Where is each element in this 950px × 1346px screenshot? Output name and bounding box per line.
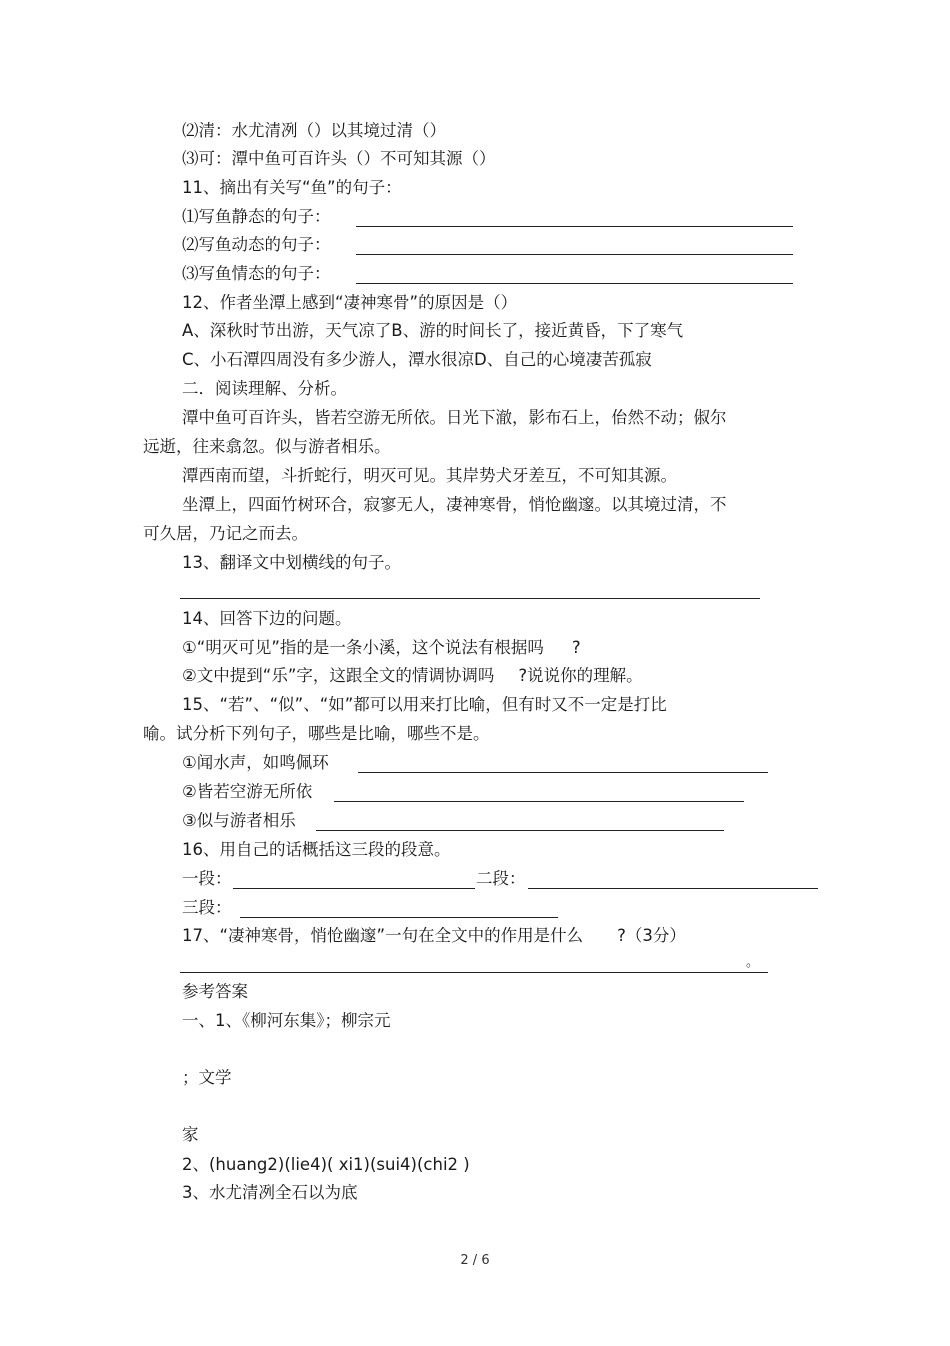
answer-2: 2、(huang2)(lie4)( xi1)(sui4)(chi2 ): [182, 1155, 470, 1174]
question-13: 13、翻译文中划横线的句子。: [182, 553, 401, 572]
answer-blank: [233, 888, 475, 889]
question-12-options-ab: A、深秋时节出游，天气凉了B、游的时间长了，接近黄昏，下了寒气: [182, 321, 684, 340]
question-10-3: ⑶可：潭中鱼可百许头（）不可知其源（）: [182, 149, 496, 168]
question-14: 14、回答下边的问题。: [182, 609, 352, 628]
question-16: 16、用自己的话概括这三段的段意。: [182, 840, 451, 859]
question-16-1-label: 一段：: [182, 869, 232, 888]
question-15-2: ②皆若空游无所依: [182, 782, 313, 801]
answer-blank: [316, 830, 724, 831]
section-2-heading: 二．阅读理解、分析。: [182, 379, 347, 398]
answer-blank: [180, 598, 760, 599]
question-16-3-label: 三段：: [182, 898, 232, 917]
passage-paragraph-2: 潭西南而望，斗折蛇行，明灭可见。其岸势犬牙差互，不可知其源。: [182, 466, 677, 485]
question-17-text: 17、“凄神寒骨，悄怆幽邃”一句在全文中的作用是什么: [182, 926, 584, 945]
passage-paragraph-3-cont: 可久居，乃记之而去。: [143, 524, 308, 543]
question-17-score: ?（3分）: [617, 926, 686, 945]
question-10-2: ⑵清：水尤清冽（）以其境过清（）: [182, 121, 446, 140]
answer-blank: [358, 772, 768, 773]
question-11: 11、摘出有关写“鱼”的句子：: [182, 178, 402, 197]
question-mark: ?: [571, 638, 581, 657]
question-16-2-label: 二段：: [476, 869, 526, 888]
answer-key-title: 参考答案: [182, 982, 248, 1001]
answer-blank: [240, 917, 558, 918]
question-14-2: [182, 665, 643, 687]
question-14-1: [182, 637, 581, 659]
passage-paragraph-3: 坐潭上，四面竹树环合，寂寥无人，凄神寒骨，悄怆幽邃。以其境过清，不: [182, 495, 727, 514]
question-11-2: ⑵写鱼动态的句子：: [182, 235, 331, 254]
answer-1-cont-2: 家: [182, 1125, 199, 1144]
answer-blank: [356, 254, 793, 255]
passage-paragraph-1-cont: 远逝，往来翕忽。似与游者相乐。: [143, 437, 391, 456]
question-14-1-text: ①“明灭可见”指的是一条小溪，这个说法有根据吗: [182, 638, 544, 657]
question-11-1: ⑴写鱼静态的句子：: [182, 207, 331, 226]
question-17: [182, 925, 686, 947]
question-15-3: ③似与游者相乐: [182, 811, 296, 830]
answer-blank: [334, 801, 744, 802]
period-mark: 。: [746, 955, 760, 970]
answer-1: 一、1、《柳河东集》；柳宗元: [182, 1011, 391, 1030]
answer-blank: [356, 283, 793, 284]
question-11-3: ⑶写鱼情态的句子：: [182, 264, 331, 283]
question-14-2-tail: ?说说你的理解。: [518, 666, 643, 685]
answer-blank: [528, 888, 818, 889]
answer-1-cont: ；文学: [182, 1068, 232, 1087]
answer-blank: [180, 972, 768, 973]
answer-3: 3、水尤清冽全石以为底: [182, 1183, 358, 1202]
question-12-options-cd: C、小石潭四周没有多少游人，潭水很凉D、自己的心境凄苦孤寂: [182, 350, 652, 369]
question-15-1: ①闻水声，如鸣佩环: [182, 753, 329, 772]
question-12: 12、作者坐潭上感到“凄神寒骨”的原因是（）: [182, 293, 518, 312]
question-14-2-text: ②文中提到“乐”字，这跟全文的情调协调吗: [182, 666, 495, 685]
passage-paragraph-1: 潭中鱼可百许头，皆若空游无所依。日光下澈，影布石上，佁然不动；俶尔: [182, 408, 727, 427]
answer-blank: [356, 226, 793, 227]
page-number: 2 / 6: [460, 1253, 490, 1268]
question-15-cont: 喻。试分析下列句子，哪些是比喻，哪些不是。: [143, 724, 490, 743]
question-15: 15、“若”、“似”、“如”都可以用来打比喻，但有时又不一定是打比: [182, 695, 667, 714]
